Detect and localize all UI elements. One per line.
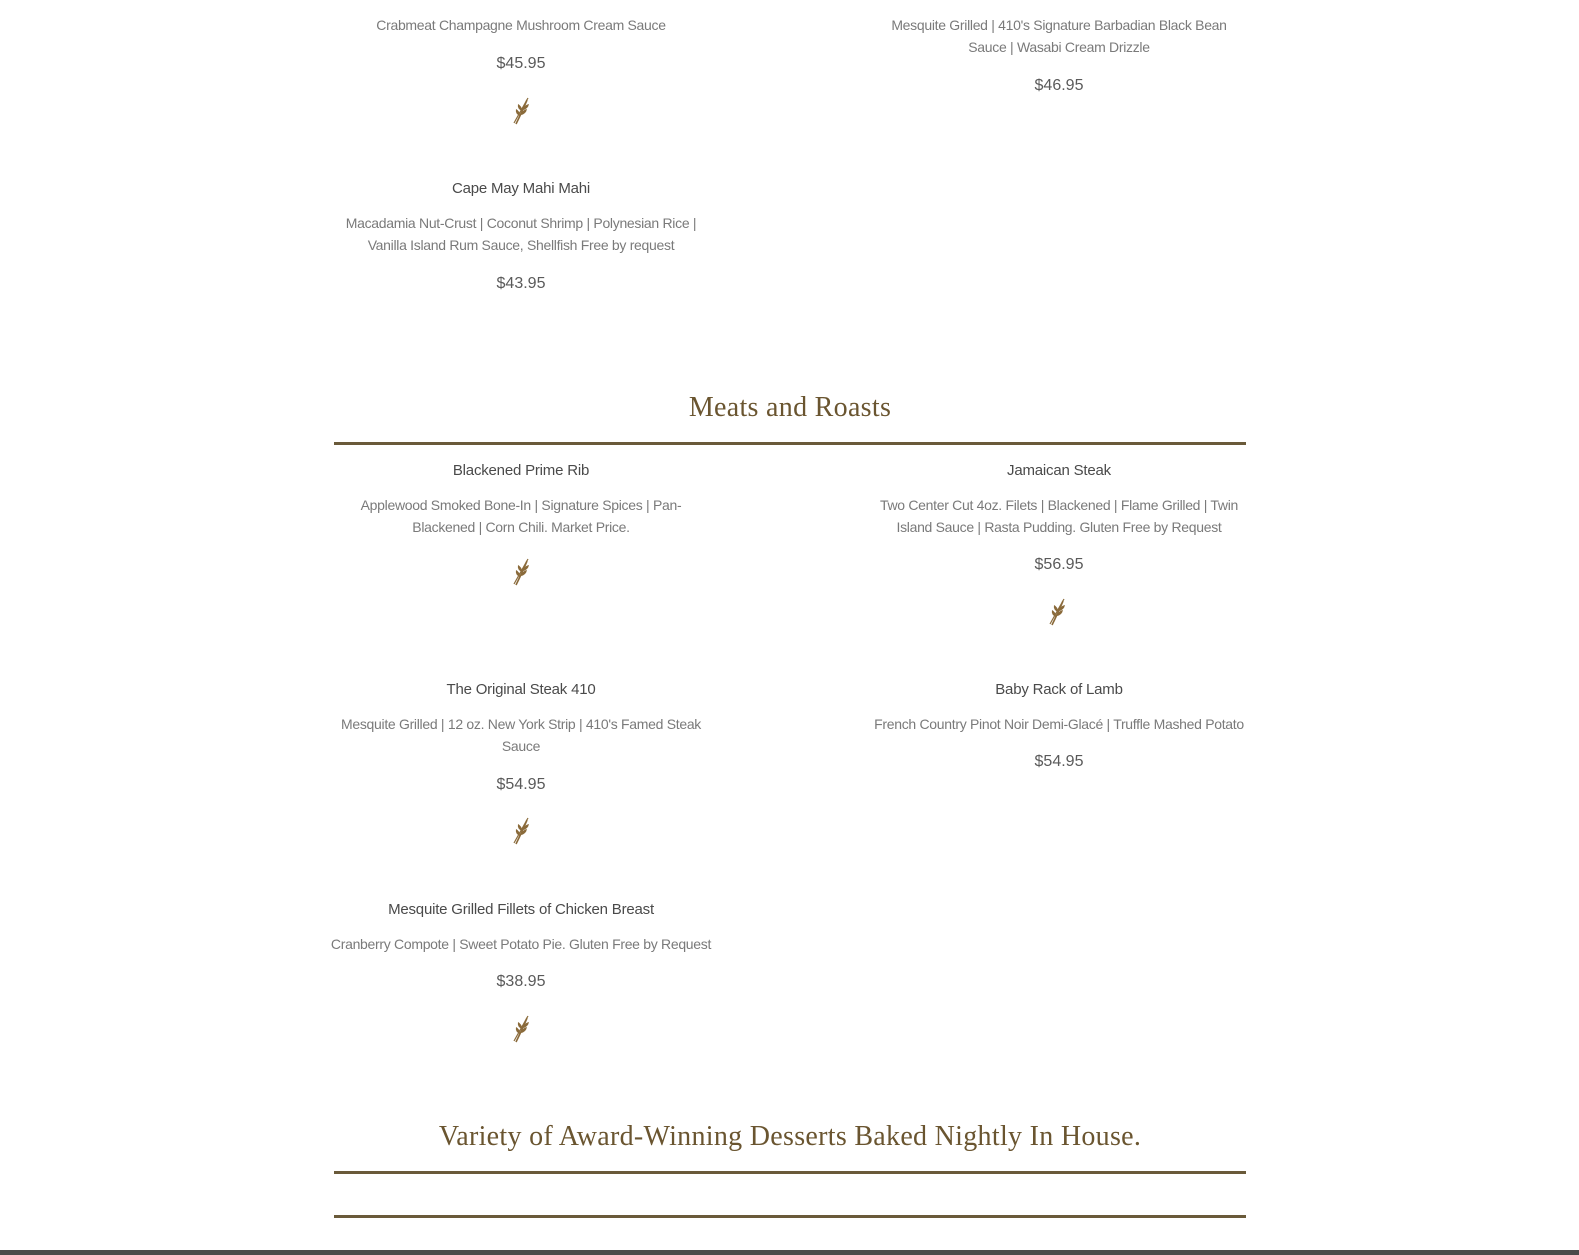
item-description: Crabmeat Champagne Mushroom Cream Sauce: [376, 17, 666, 33]
section-divider: [334, 442, 1246, 445]
item-price: $46.95: [1034, 77, 1084, 94]
item-price: $54.95: [496, 776, 546, 793]
menu-item-blackbean: [876, 14, 1242, 96]
section-divider: [334, 1171, 1246, 1174]
item-name: The Original Steak 410: [446, 681, 596, 698]
menu-item-chicken-breast: [324, 900, 718, 992]
wheat-icon: [512, 816, 532, 846]
item-name: Baby Rack of Lamb: [995, 681, 1123, 698]
item-price: $45.95: [496, 55, 546, 72]
item-description: Two Center Cut 4oz. Filets | Blackened | Flame Grilled | Twin Island Sauce | Rasta Pudding. Gluten Free by Request: [879, 497, 1239, 535]
item-price: $54.95: [1034, 753, 1084, 770]
section-title-meats: Meats and Roasts: [688, 392, 892, 423]
item-description: Applewood Smoked Bone-In | Signature Spices | Pan-Blackened | Corn Chili. Market Price.: [360, 497, 682, 535]
menu-item-prime-rib: [334, 461, 708, 538]
item-description: Cranberry Compote | Sweet Potato Pie. Gluten Free by Request: [330, 936, 712, 952]
section-divider: [334, 1215, 1246, 1218]
wheat-icon: [512, 96, 532, 126]
menu-item-jamaican-steak: [876, 461, 1242, 575]
item-price: $56.95: [1034, 556, 1084, 573]
wheat-icon: [1048, 597, 1068, 627]
section-title-desserts: Variety of Award-Winning Desserts Baked Nightly In House.: [438, 1121, 1142, 1152]
menu-item-crabmeat: [334, 14, 708, 74]
menu-item-mahi: [334, 179, 708, 294]
item-name: Blackened Prime Rib: [452, 462, 590, 479]
item-description: Mesquite Grilled | 12 oz. New York Strip | 410's Famed Steak Sauce: [340, 716, 701, 754]
menu-item-steak-410: [334, 680, 708, 795]
item-description: Macadamia Nut-Crust | Coconut Shrimp | Polynesian Rice | Vanilla Island Rum Sauce, Shellfish Free by request: [345, 215, 697, 253]
menu-item-rack-of-lamb: [866, 680, 1252, 772]
item-description: Mesquite Grilled | 410's Signature Barbadian Black Bean Sauce | Wasabi Cream Drizzle: [891, 17, 1227, 55]
item-name: Jamaican Steak: [1007, 462, 1111, 479]
wheat-icon: [512, 1014, 532, 1044]
item-name: Mesquite Grilled Fillets of Chicken Breast: [388, 901, 654, 918]
item-price: $38.95: [496, 973, 546, 990]
wheat-icon: [512, 557, 532, 587]
item-name: Cape May Mahi Mahi: [451, 180, 591, 197]
window-bottom-edge: [0, 1250, 1579, 1255]
item-description: French Country Pinot Noir Demi-Glacé | Truffle Mashed Potato: [874, 716, 1244, 732]
item-price: $43.95: [496, 275, 546, 292]
